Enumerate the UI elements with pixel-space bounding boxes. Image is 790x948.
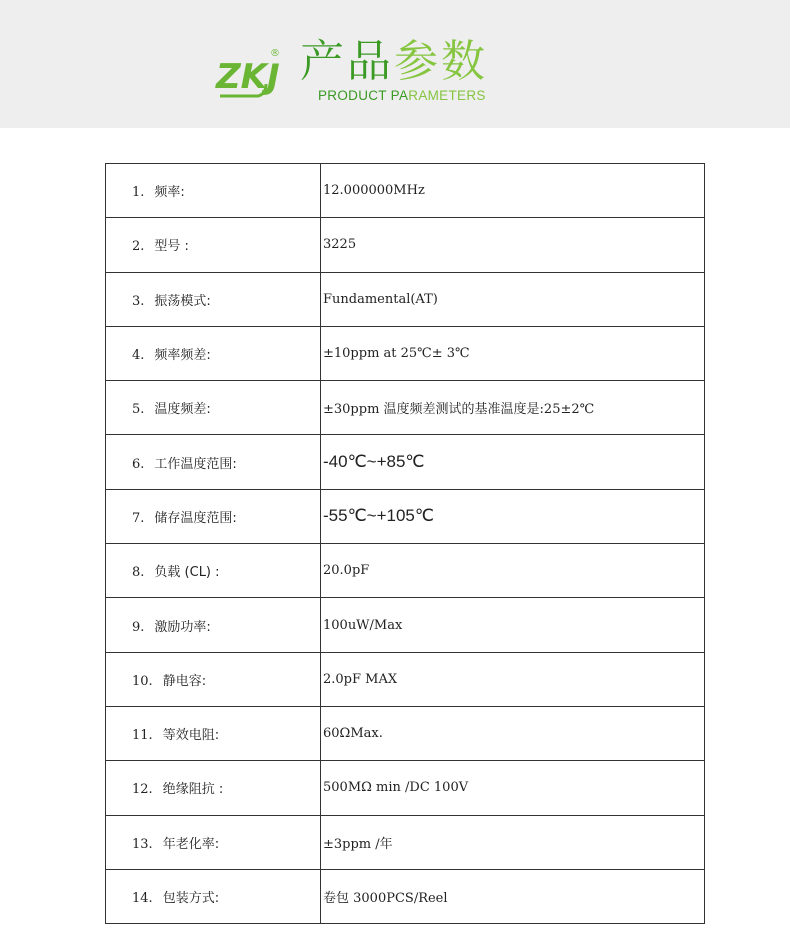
param-number: 4. xyxy=(132,348,145,364)
table-row xyxy=(106,381,705,435)
param-value: ±3ppm /年 xyxy=(321,815,705,869)
param-label-cell xyxy=(106,489,321,543)
param-number: 2. xyxy=(132,239,145,255)
param-label: 频率频差: xyxy=(154,348,211,364)
param-label-cell xyxy=(106,381,321,435)
param-label: 激励功率: xyxy=(154,619,211,635)
param-label: 温度频差: xyxy=(154,402,211,418)
param-label-cell xyxy=(106,544,321,598)
table-row xyxy=(106,706,705,760)
param-label: 工作温度范围: xyxy=(154,456,237,472)
param-label: 静电容: xyxy=(162,673,207,689)
param-value: 20.0pF xyxy=(321,544,705,598)
param-value: 500MΩ min /DC 100V xyxy=(321,761,705,815)
param-number: 6. xyxy=(132,456,145,472)
param-label-cell xyxy=(106,815,321,869)
param-value: 12.000000MHz xyxy=(321,164,705,218)
param-number: 13. xyxy=(132,836,153,852)
param-label: 负载 (CL) : xyxy=(154,565,220,581)
param-label: 振荡模式: xyxy=(154,293,211,309)
param-label-cell xyxy=(106,435,321,489)
param-value: -55℃~+105℃ xyxy=(321,489,705,543)
table-row xyxy=(106,598,705,652)
page-header xyxy=(0,0,790,128)
param-value: 60ΩMax. xyxy=(321,706,705,760)
param-number: 7. xyxy=(132,510,145,526)
param-label-cell xyxy=(106,761,321,815)
param-label-cell xyxy=(106,706,321,760)
param-label-cell xyxy=(106,326,321,380)
table-row xyxy=(106,815,705,869)
logo-text: ZKJ xyxy=(216,57,280,97)
param-value: 卷包 3000PCS/Reel xyxy=(321,869,705,923)
param-label-cell xyxy=(106,272,321,326)
param-number: 9. xyxy=(132,619,145,635)
param-label: 包装方式: xyxy=(162,891,220,906)
param-number: 11. xyxy=(132,728,153,744)
param-number: 14. xyxy=(132,891,153,906)
param-label-cell xyxy=(106,652,321,706)
param-label-cell xyxy=(106,218,321,272)
param-value: ±30ppm 温度频差测试的基准温度是:25±2℃ xyxy=(321,381,705,435)
table-row xyxy=(106,435,705,489)
param-number: 10. xyxy=(132,673,153,689)
param-value: 2.0pF MAX xyxy=(321,652,705,706)
param-label-cell xyxy=(106,598,321,652)
table-row xyxy=(106,272,705,326)
zkj-logo xyxy=(214,44,278,98)
param-number: 8. xyxy=(132,565,145,581)
table-row xyxy=(106,164,705,218)
param-value: 100uW/Max xyxy=(321,598,705,652)
param-label: 年老化率: xyxy=(162,836,220,852)
table-row xyxy=(106,489,705,543)
param-label: 绝缘阻抗 : xyxy=(162,782,224,798)
param-label: 频率: xyxy=(154,185,185,201)
table-row xyxy=(106,869,705,923)
param-label-cell xyxy=(106,164,321,218)
param-number: 5. xyxy=(132,402,145,418)
param-number: 12. xyxy=(132,782,153,798)
param-value: ±10ppm at 25℃± 3℃ xyxy=(321,326,705,380)
param-label: 储存温度范围: xyxy=(154,510,237,526)
parameter-table xyxy=(105,163,705,924)
param-number: 3. xyxy=(132,293,145,309)
table-row xyxy=(106,218,705,272)
table-row xyxy=(106,652,705,706)
page-title: 产品参数 xyxy=(300,36,488,87)
table-row xyxy=(106,326,705,380)
table-row xyxy=(106,761,705,815)
param-value: Fundamental(AT) xyxy=(321,272,705,326)
param-label: 型号 : xyxy=(154,239,189,255)
param-number: 1. xyxy=(132,185,145,201)
param-label-cell xyxy=(106,869,321,923)
table-row xyxy=(106,544,705,598)
param-value: 3225 xyxy=(321,218,705,272)
registered-mark: ® xyxy=(270,48,280,59)
page-subtitle: PRODUCT PARAMETERS xyxy=(318,88,486,103)
param-label: 等效电阻: xyxy=(162,728,220,744)
param-value: -40℃~+85℃ xyxy=(321,435,705,489)
